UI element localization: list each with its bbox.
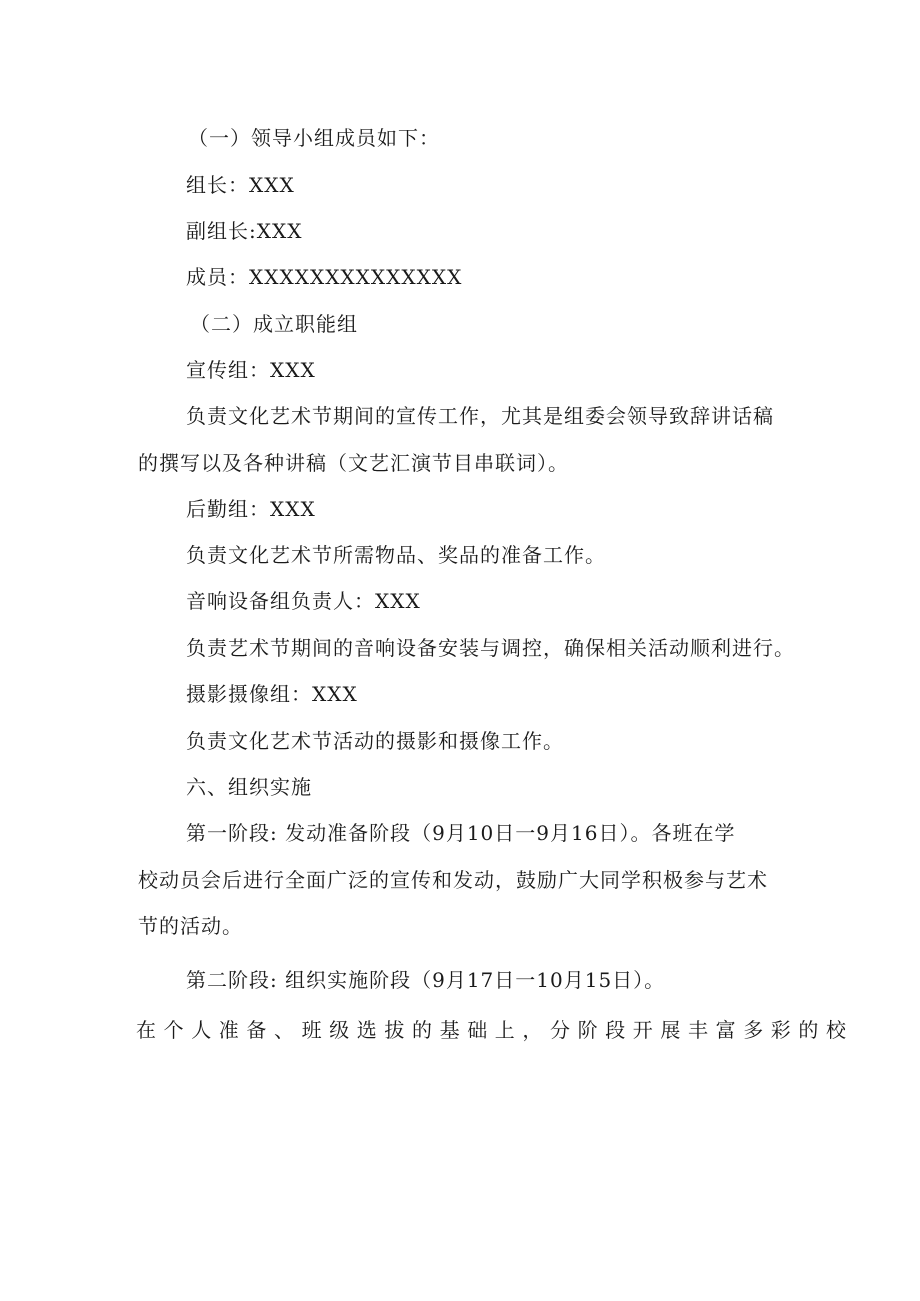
paragraph-logistics: 负责文化艺术节所需物品、奖品的准备工作。: [186, 543, 606, 567]
text-line-logistics-group: 后勤组：XXX: [186, 497, 316, 521]
paragraph-audio: 负责艺术节期间的音响设备安装与调控，确保相关活动顺利进行。: [186, 636, 795, 660]
paragraph-publicity-line-2: 的撰写以及各种讲稿（文艺汇演节目串联词）。: [138, 451, 569, 475]
paragraph-phase-one-line-3: 节的活动。: [138, 914, 243, 938]
paragraph-phase-one-line-1: 第一阶段: 发动准备阶段（9月10日一9月16日）。各班在学: [186, 821, 736, 845]
text-line-leader: 组长：XXX: [186, 173, 295, 197]
paragraph-phase-two-heading: 第二阶段: 组织实施阶段（9月17日一10月15日）。: [186, 968, 666, 992]
text-line-publicity-group: 宣传组：XXX: [186, 358, 316, 382]
text-line-deputy-leader: 副组长:XXX: [186, 219, 303, 243]
text-line-photo-video-group: 摄影摄像组：XXX: [186, 682, 358, 706]
paragraph-photo-video: 负责文化艺术节活动的摄影和摄像工作。: [186, 729, 564, 753]
section-heading-functional-groups: （二）成立职能组: [190, 312, 358, 336]
paragraph-phase-one-line-2: 校动员会后进行全面广泛的宣传和发动，鼓励广大同学积极参与艺术: [138, 868, 768, 892]
paragraph-publicity-line-1: 负责文化艺术节期间的宣传工作，尤其是组委会领导致辞讲话稿: [186, 404, 774, 428]
section-heading-leadership: （一）领导小组成员如下：: [188, 126, 440, 150]
text-line-audio-group: 音响设备组负责人：XXX: [186, 589, 421, 613]
text-line-members: 成员：XXXXXXXXXXXXXX: [186, 265, 463, 289]
section-heading-implementation: 六、组织实施: [186, 775, 312, 799]
paragraph-phase-two-line-1: 在个人准备、班级选拔的基础上，分阶段开展丰富多彩的校: [136, 1018, 854, 1042]
